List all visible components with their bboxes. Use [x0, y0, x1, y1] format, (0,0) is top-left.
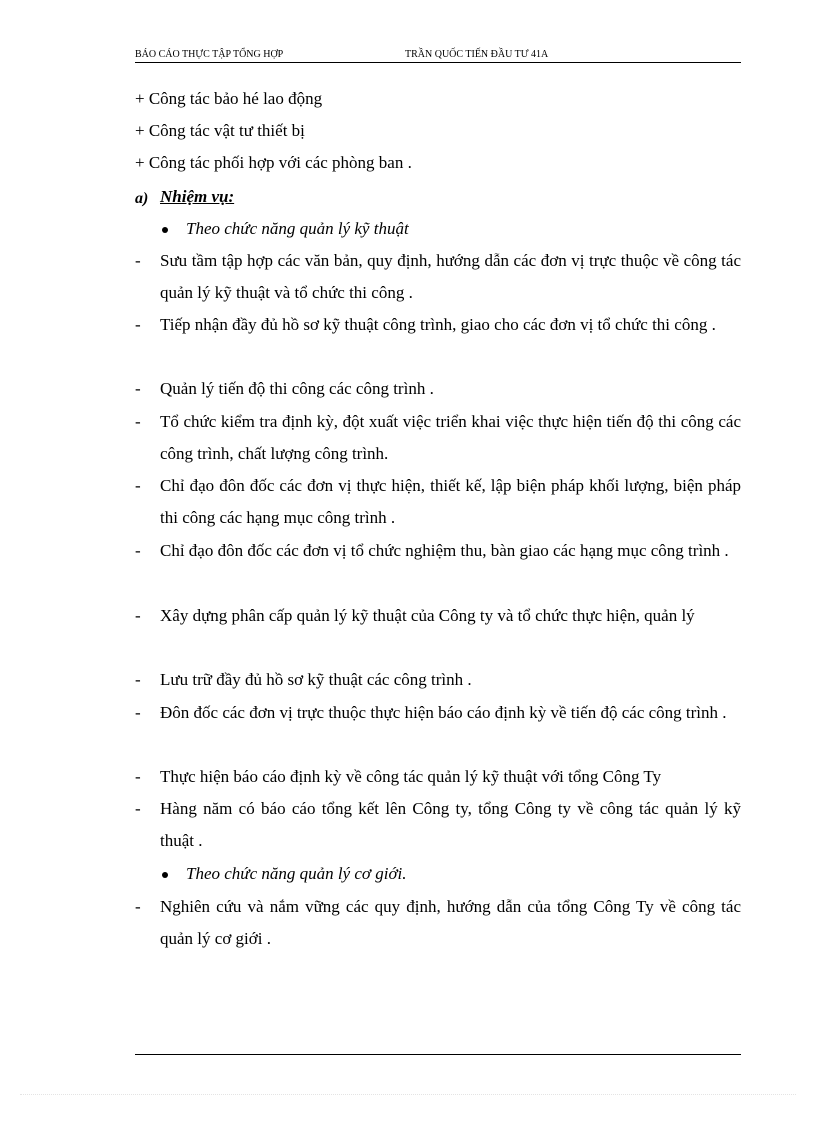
- dash-marker: -: [135, 541, 141, 560]
- header-right-text: TRẦN QUỐC TIẾN ĐẦU TƯ 41A: [405, 49, 549, 60]
- list-item: [135, 793, 741, 857]
- list-item-text: Tiếp nhận đầy đủ hồ sơ kỹ thuật công trình, giao cho các đơn vị tổ chức thi công .: [160, 315, 716, 334]
- dash-marker: -: [135, 799, 141, 818]
- list-item-text: Tổ chức kiểm tra định kỳ, đột xuất việc triển khai việc thực hiện tiến độ thi công các công trình, chất lượng công trình.: [160, 412, 741, 463]
- bullet-text: Theo chức năng quản lý kỹ thuật: [186, 219, 409, 238]
- dash-marker: -: [135, 670, 141, 689]
- list-item-text: Quản lý tiến độ thi công các công trình .: [160, 379, 434, 398]
- header-left-text: BÁO CÁO THỰC TẬP TỔNG HỢP: [135, 49, 284, 60]
- list-item: [135, 600, 741, 632]
- list-item: [135, 373, 741, 405]
- dash-marker: -: [135, 767, 141, 786]
- dash-marker: -: [135, 703, 141, 722]
- bullet-dot-icon: [162, 872, 168, 878]
- list-item: [135, 245, 741, 309]
- section-title: Nhiệm vụ:: [160, 187, 235, 206]
- list-item: [135, 697, 741, 729]
- section-letter: a): [135, 190, 149, 207]
- dash-marker: -: [135, 251, 141, 270]
- bullet-dot-icon: [162, 227, 168, 233]
- list-item-text: Xây dựng phân cấp quản lý kỹ thuật của Công ty và tổ chức thực hiện, quản lý: [160, 606, 695, 625]
- list-item-text: Chỉ đạo đôn đốc các đơn vị tổ chức nghiệm thu, bàn giao các hạng mục công trình .: [160, 541, 729, 560]
- dash-marker: -: [135, 606, 141, 625]
- list-item: [135, 406, 741, 470]
- bullet-text: Theo chức năng quản lý cơ giới.: [186, 864, 407, 883]
- dash-marker: -: [135, 315, 141, 334]
- list-item-text: Hàng năm có báo cáo tổng kết lên Công ty, tổng Công ty về công tác quản lý kỹ thuật .: [160, 799, 741, 850]
- page-edge-divider: [20, 1094, 796, 1095]
- dash-marker: -: [135, 476, 141, 495]
- list-item: [135, 470, 741, 534]
- page-header: [135, 48, 741, 63]
- list-item: [135, 664, 741, 696]
- plus-item: + Công tác vật tư thiết bị: [135, 121, 305, 140]
- list-item: [135, 891, 741, 955]
- list-item-text: Thực hiện báo cáo định kỳ về công tác quản lý kỹ thuật với tổng Công Ty: [160, 767, 662, 786]
- list-item: [135, 761, 741, 793]
- list-item-text: Sưu tầm tập hợp các văn bản, quy định, hướng dẫn các đơn vị trực thuộc về công tác quản lý kỹ thuật và tổ chức thi công .: [160, 251, 741, 302]
- list-item-text: Nghiên cứu và nắm vững các quy định, hướng dẫn của tổng Công Ty về công tác quản lý cơ giới .: [160, 897, 741, 948]
- list-item-text: Đôn đốc các đơn vị trực thuộc thực hiện báo cáo định kỳ về tiến độ các công trình .: [160, 703, 727, 722]
- dash-marker: -: [135, 379, 141, 398]
- list-item: [135, 309, 741, 341]
- footer-rule: [135, 1054, 741, 1055]
- plus-item: + Công tác bảo hé lao động: [135, 89, 323, 108]
- plus-item: + Công tác phối hợp với các phòng ban .: [135, 153, 412, 172]
- dash-marker: -: [135, 412, 141, 431]
- list-item-text: Chỉ đạo đôn đốc các đơn vị thực hiện, thiết kế, lập biện pháp khối lượng, biện pháp thi công các hạng mục công trình .: [160, 476, 741, 527]
- list-item: [135, 535, 741, 567]
- dash-marker: -: [135, 897, 141, 916]
- list-item-text: Lưu trữ đầy đủ hồ sơ kỹ thuật các công trình .: [160, 670, 472, 689]
